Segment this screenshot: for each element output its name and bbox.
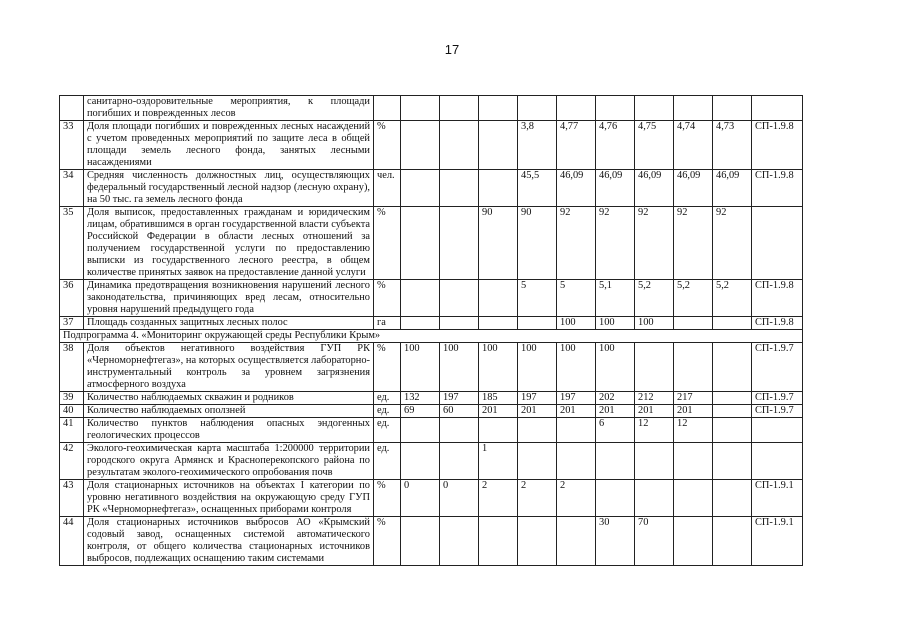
value-cell: 5: [518, 280, 557, 317]
table-row: [60, 443, 803, 480]
code-cell: [752, 418, 803, 443]
value-cell: [518, 317, 557, 330]
value-cell: 201: [674, 405, 713, 418]
indicators-table: [59, 95, 803, 566]
value-cell: [401, 170, 440, 207]
value-cell: 60: [440, 405, 479, 418]
value-cell: [674, 317, 713, 330]
indicator-description: Количество наблюдаемых оползней: [84, 405, 374, 418]
unit-cell: ед.: [374, 443, 401, 480]
value-cell: 46,09: [557, 170, 596, 207]
value-cell: 100: [557, 343, 596, 392]
section-row: [60, 330, 803, 343]
indicator-description: Динамика предотвращения возникновения нарушений лесного законодательства, причиняющих вред лесам, относительно уровня нарушений предыдущего года: [84, 280, 374, 317]
value-cell: 201: [557, 405, 596, 418]
value-cell: 92: [713, 207, 752, 280]
row-number: 34: [60, 170, 84, 207]
table-row: [60, 517, 803, 566]
value-cell: [674, 96, 713, 121]
value-cell: 4,75: [635, 121, 674, 170]
value-cell: 2: [518, 480, 557, 517]
table-row: [60, 96, 803, 121]
value-cell: 5,2: [713, 280, 752, 317]
value-cell: 100: [518, 343, 557, 392]
value-cell: 100: [557, 317, 596, 330]
value-cell: [635, 480, 674, 517]
row-number: [60, 96, 84, 121]
value-cell: [401, 517, 440, 566]
value-cell: 197: [518, 392, 557, 405]
row-number: 39: [60, 392, 84, 405]
value-cell: [440, 121, 479, 170]
value-cell: 90: [479, 207, 518, 280]
code-cell: СП-1.9.8: [752, 121, 803, 170]
value-cell: [635, 443, 674, 480]
value-cell: [401, 443, 440, 480]
value-cell: 100: [596, 317, 635, 330]
table-row: [60, 418, 803, 443]
value-cell: [440, 418, 479, 443]
value-cell: [635, 96, 674, 121]
code-cell: СП-1.9.1: [752, 480, 803, 517]
indicator-description: Доля стационарных источников выбросов АО «Крымский содовый завод, оснащенных системой автоматического контроля, от общего количества стационарных источников выбросов, подлежащих оснащению таким системами: [84, 517, 374, 566]
value-cell: 12: [674, 418, 713, 443]
unit-cell: ед.: [374, 392, 401, 405]
value-cell: [713, 343, 752, 392]
unit-cell: ед.: [374, 418, 401, 443]
value-cell: [713, 96, 752, 121]
value-cell: 92: [674, 207, 713, 280]
value-cell: 0: [401, 480, 440, 517]
value-cell: 197: [440, 392, 479, 405]
value-cell: 132: [401, 392, 440, 405]
value-cell: [479, 517, 518, 566]
unit-cell: чел.: [374, 170, 401, 207]
value-cell: 4,73: [713, 121, 752, 170]
unit-cell: %: [374, 343, 401, 392]
value-cell: [557, 443, 596, 480]
value-cell: [401, 418, 440, 443]
value-cell: 100: [440, 343, 479, 392]
value-cell: 2: [479, 480, 518, 517]
value-cell: 12: [635, 418, 674, 443]
value-cell: [479, 121, 518, 170]
table-row: [60, 121, 803, 170]
table-row: [60, 170, 803, 207]
unit-cell: га: [374, 317, 401, 330]
value-cell: 100: [479, 343, 518, 392]
code-cell: [752, 207, 803, 280]
value-cell: [713, 392, 752, 405]
value-cell: 201: [635, 405, 674, 418]
value-cell: [401, 96, 440, 121]
value-cell: 201: [596, 405, 635, 418]
indicator-description: Количество наблюдаемых скважин и родников: [84, 392, 374, 405]
row-number: 33: [60, 121, 84, 170]
value-cell: 4,76: [596, 121, 635, 170]
value-cell: [479, 280, 518, 317]
unit-cell: %: [374, 517, 401, 566]
value-cell: 92: [635, 207, 674, 280]
code-cell: СП-1.9.8: [752, 317, 803, 330]
value-cell: [440, 207, 479, 280]
value-cell: 46,09: [674, 170, 713, 207]
value-cell: 100: [401, 343, 440, 392]
value-cell: [713, 517, 752, 566]
row-number: 38: [60, 343, 84, 392]
value-cell: 46,09: [596, 170, 635, 207]
value-cell: [674, 343, 713, 392]
value-cell: [674, 517, 713, 566]
value-cell: 197: [557, 392, 596, 405]
code-cell: СП-1.9.8: [752, 170, 803, 207]
value-cell: [440, 443, 479, 480]
value-cell: [713, 405, 752, 418]
value-cell: 69: [401, 405, 440, 418]
value-cell: 5,2: [635, 280, 674, 317]
value-cell: 201: [518, 405, 557, 418]
value-cell: [479, 418, 518, 443]
value-cell: [518, 96, 557, 121]
indicator-description: Средняя численность должностных лиц, осуществляющих федеральный государственный лесной надзор (лесную охрану), на 50 тыс. га земель лесного фонда: [84, 170, 374, 207]
indicator-description: Количество пунктов наблюдения опасных эндогенных геологических процессов: [84, 418, 374, 443]
value-cell: 4,77: [557, 121, 596, 170]
value-cell: [440, 96, 479, 121]
row-number: 36: [60, 280, 84, 317]
value-cell: [518, 443, 557, 480]
value-cell: 92: [557, 207, 596, 280]
unit-cell: ед.: [374, 405, 401, 418]
value-cell: [596, 443, 635, 480]
value-cell: [518, 418, 557, 443]
value-cell: [401, 121, 440, 170]
value-cell: [713, 480, 752, 517]
table-row: [60, 480, 803, 517]
table-row: [60, 207, 803, 280]
value-cell: [713, 317, 752, 330]
indicator-description: Доля площади погибших и поврежденных лесных насаждений с учетом проведенных мероприятий по защите леса в общей площади земель лесного фонда, занятых лесными насаждениями: [84, 121, 374, 170]
row-number: 41: [60, 418, 84, 443]
value-cell: [635, 343, 674, 392]
value-cell: 92: [596, 207, 635, 280]
value-cell: 100: [596, 343, 635, 392]
value-cell: [479, 317, 518, 330]
code-cell: СП-1.9.7: [752, 343, 803, 392]
unit-cell: %: [374, 121, 401, 170]
value-cell: [479, 96, 518, 121]
value-cell: 46,09: [713, 170, 752, 207]
indicator-description: Доля объектов негативного воздействия ГУП РК «Черноморнефтегаз», на которых осуществляется лабораторно-инструментальный контроль за уровнем загрязнения атмосферного воздуха: [84, 343, 374, 392]
row-number: 43: [60, 480, 84, 517]
value-cell: 201: [479, 405, 518, 418]
value-cell: [596, 480, 635, 517]
value-cell: [440, 317, 479, 330]
value-cell: 90: [518, 207, 557, 280]
value-cell: 202: [596, 392, 635, 405]
value-cell: 0: [440, 480, 479, 517]
value-cell: 3,8: [518, 121, 557, 170]
code-cell: СП-1.9.7: [752, 405, 803, 418]
table-row: [60, 405, 803, 418]
value-cell: 2: [557, 480, 596, 517]
value-cell: [401, 280, 440, 317]
indicator-description: Эколого-геохимическая карта масштаба 1:200000 территории городского округа Армянск и Красноперекопского района по результатам эколого-геохимического опробования почв: [84, 443, 374, 480]
value-cell: [713, 418, 752, 443]
indicator-description: Доля выписок, предоставленных гражданам и юридическим лицам, обратившимся в орган государственной власти субъекта Российской Федерации в области лесных отношений за получением государственной услуги по предоставлению выписки из государственного лесного реестра, в общем количестве принятых заявок на предоставление данной услуги: [84, 207, 374, 280]
code-cell: СП-1.9.8: [752, 280, 803, 317]
value-cell: [440, 280, 479, 317]
value-cell: [713, 443, 752, 480]
table-row: [60, 392, 803, 405]
page-number: 17: [444, 42, 460, 57]
table-row: [60, 280, 803, 317]
value-cell: 45,5: [518, 170, 557, 207]
code-cell: СП-1.9.1: [752, 517, 803, 566]
row-number: 44: [60, 517, 84, 566]
code-cell: [752, 96, 803, 121]
value-cell: [401, 207, 440, 280]
unit-cell: [374, 96, 401, 121]
value-cell: [557, 96, 596, 121]
value-cell: 30: [596, 517, 635, 566]
value-cell: [479, 170, 518, 207]
row-number: 40: [60, 405, 84, 418]
unit-cell: %: [374, 207, 401, 280]
value-cell: [518, 517, 557, 566]
value-cell: [674, 480, 713, 517]
table-row: [60, 317, 803, 330]
value-cell: 70: [635, 517, 674, 566]
value-cell: [440, 517, 479, 566]
value-cell: [557, 517, 596, 566]
value-cell: 6: [596, 418, 635, 443]
value-cell: 185: [479, 392, 518, 405]
value-cell: [674, 443, 713, 480]
value-cell: 4,74: [674, 121, 713, 170]
value-cell: 212: [635, 392, 674, 405]
value-cell: [596, 96, 635, 121]
value-cell: [557, 418, 596, 443]
code-cell: [752, 443, 803, 480]
value-cell: 46,09: [635, 170, 674, 207]
indicator-description: санитарно-оздоровительные мероприятия, к площади погибших и поврежденных лесов: [84, 96, 374, 121]
value-cell: 1: [479, 443, 518, 480]
value-cell: 5: [557, 280, 596, 317]
value-cell: 217: [674, 392, 713, 405]
row-number: 35: [60, 207, 84, 280]
row-number: 37: [60, 317, 84, 330]
section-title: Подпрограмма 4. «Мониторинг окружающей среды Республики Крым»: [60, 330, 803, 343]
indicator-description: Доля стационарных источников на объектах I категории по уровню негативного воздействия на окружающую среду ГУП РК «Черноморнефтегаз», оснащенных приборами контроля: [84, 480, 374, 517]
value-cell: [440, 170, 479, 207]
row-number: 42: [60, 443, 84, 480]
unit-cell: %: [374, 280, 401, 317]
code-cell: СП-1.9.7: [752, 392, 803, 405]
value-cell: 5,1: [596, 280, 635, 317]
table-row: [60, 343, 803, 392]
value-cell: 100: [635, 317, 674, 330]
value-cell: [401, 317, 440, 330]
value-cell: 5,2: [674, 280, 713, 317]
indicator-description: Площадь созданных защитных лесных полос: [84, 317, 374, 330]
unit-cell: %: [374, 480, 401, 517]
